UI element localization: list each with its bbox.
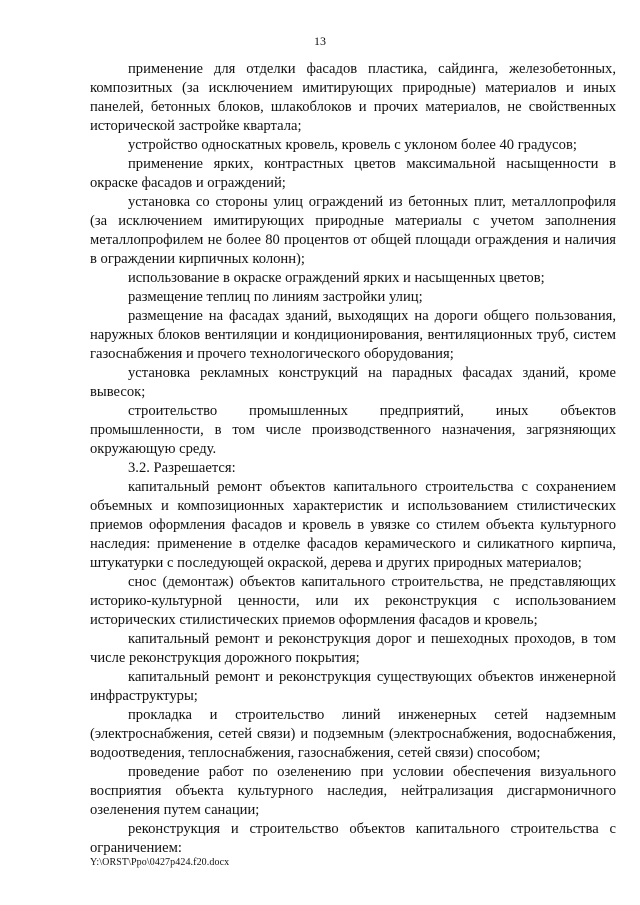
section-heading-3-2: 3.2. Разрешается:: [128, 460, 236, 476]
paragraph-fence-colors: использование в окраске ограждений ярких и насыщенных цветов;: [128, 270, 545, 286]
paragraph-landscaping: проведение работ по озеленению при условии обеспечения визуального восприятия объекта культурного наследия, нейтрализация дисгармоничного озеленения путем санации;: [90, 764, 616, 818]
paragraph-facade-materials: применение для отделки фасадов пластика, сайдинга, железобетонных, композитных (за исключением имитирующих природные) материалов и иных панелей, бетонных блоков, шлакоблоков и прочих материалов, не свойственных исторической застройке квартала;: [90, 61, 616, 134]
paragraph-utility-networks: прокладка и строительство линий инженерных сетей надземным (электроснабжения, сетей связи) и подземным (электроснабжения, водоснабжения, водоотведения, теплоснабжения, газоснабжения, сетей связи) способом;: [90, 707, 616, 761]
paragraph-demolition: снос (демонтаж) объектов капитального строительства, не представляющих историко-культурной ценности, или их реконструкция с использованием исторических стилистических приемов оформления фасадов и кровель;: [90, 574, 616, 628]
document-body: [90, 60, 616, 858]
paragraph-fences: установка со стороны улиц ограждений из бетонных плит, металлопрофиля (за исключением имитирующих природные материалы с учетом заполнения металлопрофилем не более 80 процентов от общей площади ограждения и наличия в ограждении кирпичных колонн);: [90, 194, 616, 267]
paragraph-advertising: установка рекламных конструкций на парадных фасадах зданий, кроме вывесок;: [90, 365, 616, 400]
page-number: 13: [314, 34, 326, 48]
paragraph-roofs: устройство односкатных кровель, кровель с уклоном более 40 градусов;: [128, 137, 577, 153]
paragraph-bright-colors: применение ярких, контрастных цветов максимальной насыщенности в окраске фасадов и ограждений;: [90, 156, 616, 191]
paragraph-capital-repair: капитальный ремонт объектов капитального строительства с сохранением объемных и композиционных характеристик и использованием стилистических приемов оформления фасадов и кровель в увязке со стилем объекта культурного наследия: применение в отделке фасадов керамического и силикатного кирпича, штукатурки с последующей окраской, дерева и других природных материалов;: [90, 479, 616, 571]
footer-file-path: Y:\ORST\Ppo\0427p424.f20.docx: [90, 857, 230, 868]
paragraph-industrial: строительство промышленных предприятий, иных объектов промышленности, в том числе производственного назначения, загрязняющих окружающую среду.: [90, 403, 616, 457]
paragraph-greenhouses: размещение теплиц по линиям застройки улиц;: [128, 289, 423, 305]
paragraph-construction-limits: реконструкция и строительство объектов капитального строительства с ограничением:: [90, 821, 616, 856]
paragraph-equipment: размещение на фасадах зданий, выходящих на дороги общего пользования, наружных блоков вентиляции и кондиционирования, вентиляционных труб, систем газоснабжения и прочего технологического оборудования;: [90, 308, 616, 362]
paragraph-roads: капитальный ремонт и реконструкция дорог и пешеходных проходов, в том числе реконструкция дорожного покрытия;: [90, 631, 616, 666]
paragraph-infrastructure: капитальный ремонт и реконструкция существующих объектов инженерной инфраструктуры;: [90, 669, 616, 704]
